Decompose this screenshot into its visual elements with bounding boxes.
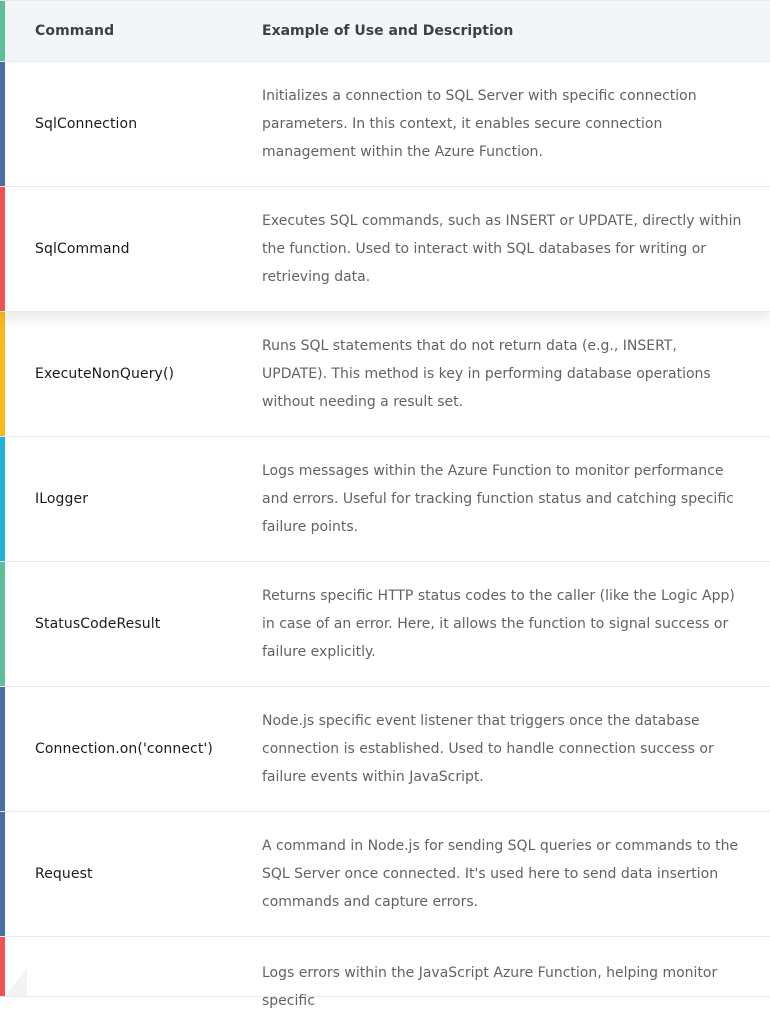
command-cell: SqlCommand — [35, 241, 130, 257]
command-cell: ExecuteNonQuery() — [35, 366, 175, 382]
description-cell: Logs messages within the Azure Function to monitor performance and errors. Useful for tracking function status and catching specific failure points. — [262, 463, 734, 535]
table-row — [0, 687, 770, 812]
row-accent-bar — [0, 812, 5, 936]
table-row — [0, 937, 770, 1009]
table-row — [0, 312, 770, 437]
row-accent-bar — [0, 62, 5, 186]
description-cell: Initializes a connection to SQL Server with specific connection parameters. In this context, it enables secure connection management within the Azure Function. — [262, 88, 697, 160]
row-accent-bar — [0, 1, 5, 61]
command-cell: Request — [35, 866, 93, 882]
command-cell: SqlConnection — [35, 116, 138, 132]
table-row — [0, 562, 770, 687]
header-description: Example of Use and Description — [262, 23, 514, 39]
description-cell: Logs errors within the JavaScript Azure Function, helping monitor specific — [262, 965, 718, 1009]
description-cell: A command in Node.js for sending SQL queries or commands to the SQL Server once connected. It's used here to send data insertion commands and capture errors. — [262, 838, 739, 910]
row-accent-bar — [0, 562, 5, 686]
header-command: Command — [35, 23, 115, 39]
row-accent-bar — [0, 187, 5, 311]
table-row — [0, 187, 770, 312]
description-cell: Returns specific HTTP status codes to the caller (like the Logic App) in case of an error. Here, it allows the function to signal success or failure explicitly. — [262, 588, 735, 660]
table-row — [0, 62, 770, 187]
table-row — [0, 812, 770, 937]
command-cell: ILogger — [35, 491, 89, 507]
row-accent-bar — [0, 312, 5, 436]
table-header-row — [0, 0, 770, 62]
row-accent-bar — [0, 437, 5, 561]
corner-decoration — [5, 968, 27, 996]
description-cell: Executes SQL commands, such as INSERT or UPDATE, directly within the function. Used to interact with SQL databases for writing or retrieving data. — [262, 213, 742, 285]
command-cell: StatusCodeResult — [35, 616, 161, 632]
description-cell: Node.js specific event listener that triggers once the database connection is established. Used to handle connection success or failure events within JavaScript. — [262, 713, 714, 785]
description-cell: Runs SQL statements that do not return data (e.g., INSERT, UPDATE). This method is key in performing database operations without needing a result set. — [262, 338, 711, 410]
command-cell: Connection.on('connect') — [35, 741, 213, 757]
table-row — [0, 437, 770, 562]
row-accent-bar — [0, 687, 5, 811]
